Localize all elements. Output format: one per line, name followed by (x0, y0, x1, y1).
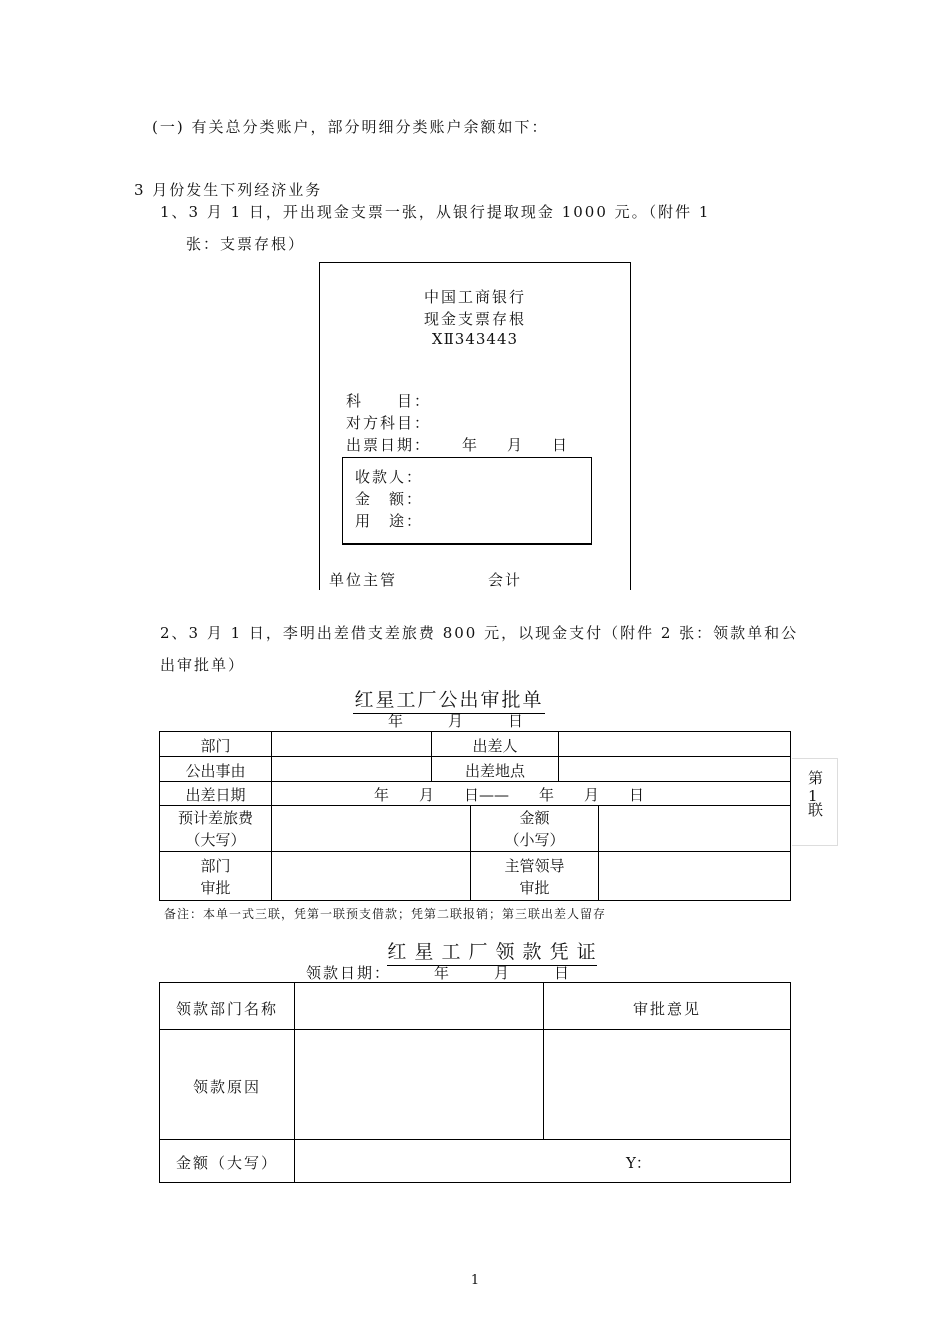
check-accountant: 会计 (488, 571, 523, 589)
voucher-dept-name-field[interactable] (295, 983, 543, 1029)
voucher-date-label: 领款日期： (306, 964, 392, 982)
copy-tab-di: 第 (808, 769, 824, 787)
place-field[interactable] (559, 758, 790, 780)
travel-date-label: 出差日期 (185, 786, 246, 804)
estimate-field[interactable] (272, 806, 470, 850)
travel-date-field[interactable]: 年 月 日—— 年 月 日 (374, 786, 645, 804)
matter-label: 公出事由 (185, 762, 246, 780)
check-number: XⅡ343443 (431, 330, 519, 348)
amount-label: 金额 (519, 809, 550, 827)
leader-approve-label: 主管领导 (504, 857, 565, 875)
dept-approve-label-2: 审批 (200, 879, 231, 897)
voucher-reason-label: 领款原因 (192, 1078, 261, 1096)
voucher-opinion-field[interactable] (544, 1030, 790, 1139)
intro-line-2: 3 月份发生下列经济业务 (134, 181, 323, 199)
place-label: 出差地点 (464, 762, 525, 780)
leader-approve-field[interactable] (599, 852, 790, 899)
check-amount-label: 金 额： (355, 490, 424, 508)
voucher-amount-field[interactable] (295, 1140, 790, 1182)
check-subject-label: 科 目： (346, 392, 432, 410)
approval-form-date: 年 月 日 (388, 712, 524, 730)
check-payee-box (342, 457, 592, 545)
voucher-date-parts: 年 月 日 (434, 964, 570, 982)
item-1-text: 1、3 月 1 日，开出现金支票一张，从银行提取现金 1000 元。（附件 1 (160, 203, 711, 221)
item-2-text-continued: 出审批单） (160, 656, 246, 674)
amount-field[interactable] (599, 806, 790, 850)
item-2-text: 2、3 月 1 日，李明出差借支差旅费 800 元，以现金支付（附件 2 张：领款单和公 (160, 624, 799, 642)
estimate-label: 预计差旅费 (177, 809, 253, 827)
copy-tab-number: 1 (808, 787, 818, 805)
check-issue-date-parts: 年 月 日 (462, 436, 568, 454)
estimate-label-capital: （大写） (185, 831, 246, 849)
voucher-opinion-label: 审批意见 (632, 1000, 701, 1018)
check-stub (319, 262, 631, 590)
matter-field[interactable] (272, 758, 431, 780)
check-title: 现金支票存根 (423, 310, 526, 328)
check-purpose-label: 用 途： (355, 512, 424, 530)
voucher-yen: Y： (626, 1154, 651, 1172)
approval-form-title: 红星工厂公出审批单 (353, 685, 545, 714)
voucher-amount-label: 金额（大写） (175, 1154, 278, 1172)
traveler-field[interactable] (559, 735, 790, 755)
amount-label-lower: （小写） (504, 831, 565, 849)
traveler-label: 出差人 (472, 737, 518, 755)
approval-form-note: 备注：本单一式三联，凭第一联预支借款；凭第二联报销；第三联出差人留存 (164, 907, 607, 921)
voucher-reason-field[interactable] (295, 1030, 543, 1139)
check-unit-head: 单位主管 (329, 571, 398, 589)
dept-approve-field[interactable] (272, 852, 470, 899)
intro-line-1: (一) 有关总分类账户，部分明细分类账户余额如下： (152, 118, 549, 136)
copy-tab-lian: 联 (808, 801, 824, 819)
dept-approve-label: 部门 (200, 857, 231, 875)
voucher-title: 红 星 工 厂 领 款 凭 证 (387, 937, 597, 966)
check-payee-label: 收款人： (355, 468, 424, 486)
dept-field[interactable] (272, 735, 431, 755)
copy-tab (792, 758, 838, 846)
leader-approve-label-2: 审批 (519, 879, 550, 897)
voucher-dept-name-label: 领款部门名称 (175, 1000, 278, 1018)
check-issue-date-label: 出票日期： (346, 436, 432, 454)
check-bank: 中国工商银行 (423, 288, 526, 306)
check-counter-subject-label: 对方科目： (346, 414, 432, 432)
page-number: 1 (470, 1273, 480, 1288)
item-1-text-continued: 张：支票存根） (186, 235, 306, 253)
dept-label: 部门 (200, 737, 231, 755)
